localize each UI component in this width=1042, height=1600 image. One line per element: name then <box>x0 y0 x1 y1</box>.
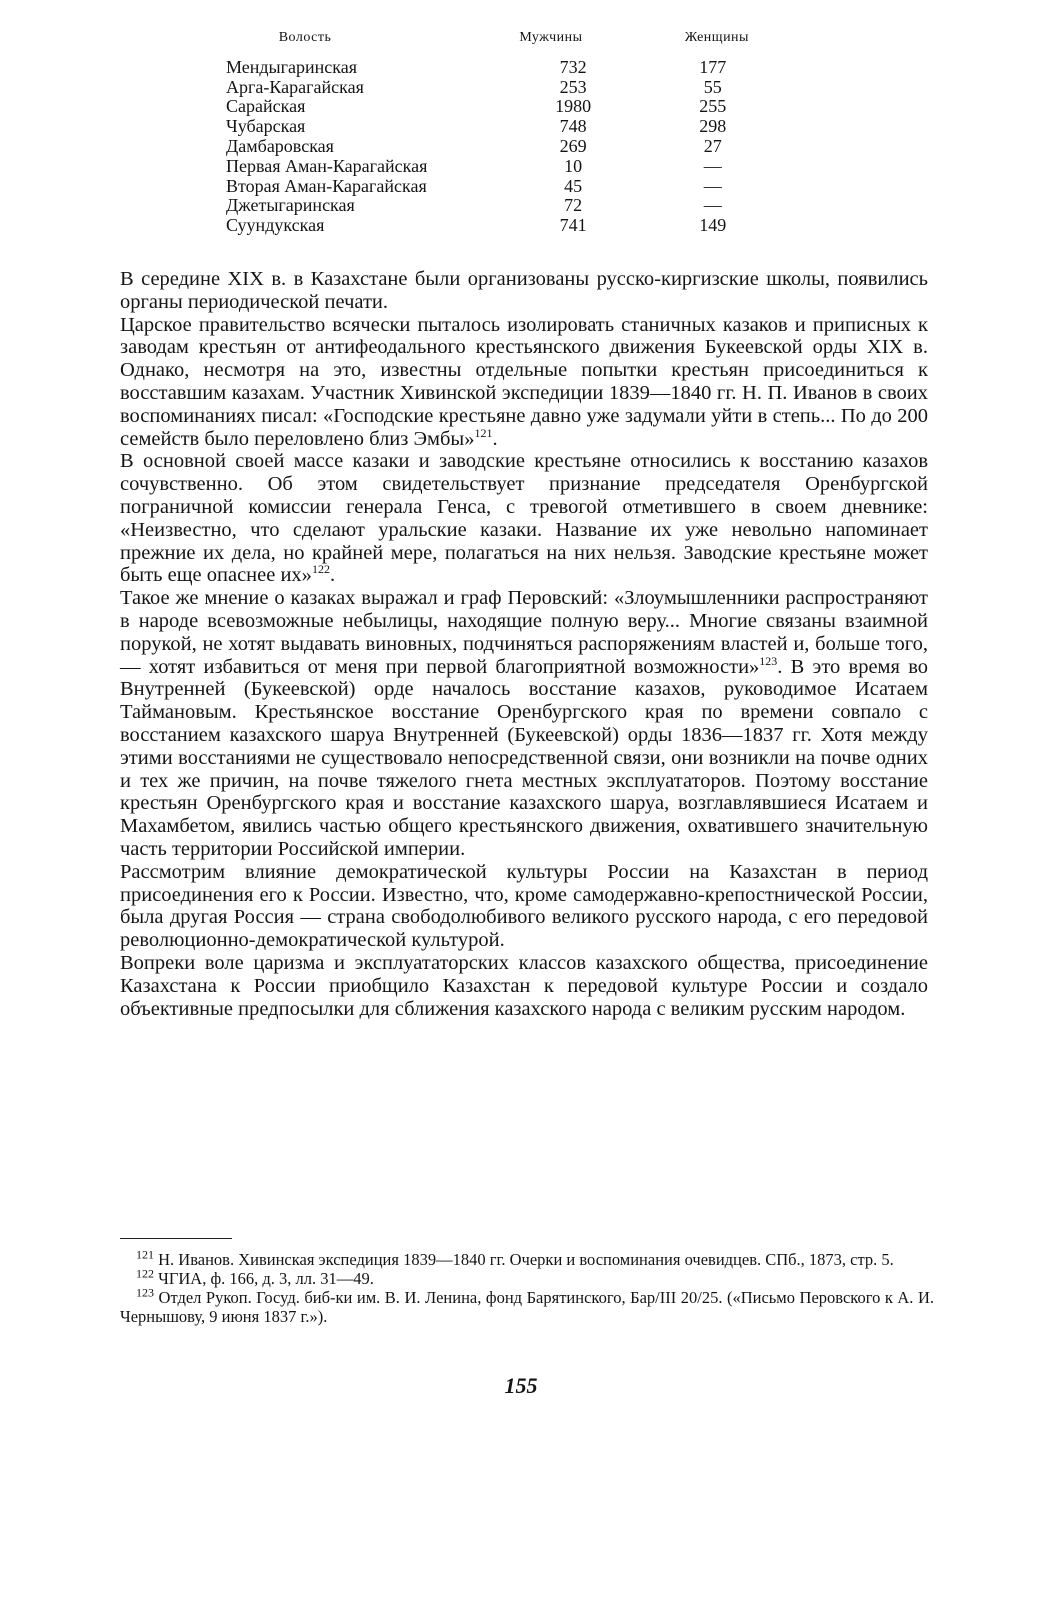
women-count: 149 <box>699 215 727 236</box>
men-count: 1980 <box>555 96 592 117</box>
header-women: Женщины <box>684 30 749 45</box>
table-row <box>226 117 766 137</box>
table-row <box>226 78 766 98</box>
women-count: 298 <box>699 116 727 137</box>
volost-name: Дамбаровская <box>226 135 334 156</box>
men-count: 253 <box>559 76 587 97</box>
men-count: 45 <box>564 175 583 196</box>
table-row <box>226 177 766 197</box>
women-count: 27 <box>703 135 722 156</box>
women-count: 177 <box>699 56 727 77</box>
footnote: $^{123}$ Отдел Рукоп. Госуд. биб-ки им. В. И. Ленина, фонд Барятинского, Бар/III 20/25. («Письмо Перовского к А. И. Чернышову, 9 июня 1837 г.»). <box>120 1285 935 1326</box>
footnotes <box>120 1247 935 1326</box>
women-count: — <box>703 195 722 216</box>
men-count: 741 <box>559 215 587 236</box>
header-volost: Волость <box>278 30 332 45</box>
paragraph: Вопреки воле царизма и эксплуататорских классов казахского общества, присоединение Казахстана к России приобщило Казахстан к передовой культуре России и создало объективные предпосылки для сближения казахского народа с великим русским народом. <box>120 951 928 1020</box>
table-row <box>226 196 766 216</box>
volost-name: Джетыгаринская <box>226 195 355 216</box>
footnote-ref: 122 <box>311 562 330 577</box>
paragraph: В основной своей массе казаки и заводские крестьяне относились к восстанию казахов сочувственно. Об этом свидетельствует признание председателя Оренбургской пограничной комиссии генерала Генса, с тревогой отметившего в своем дневнике: «Неизвестно, что сделают уральские казаки. Название их уже невольно напоминает прежние их дела, но крайней мере, полагаться на них нельзя. Заводские крестьяне может быть еще опаснее их»$^{122}$. <box>120 450 928 587</box>
volost-name: Мендыгаринская <box>226 56 358 77</box>
table-row <box>226 216 766 236</box>
main-text <box>120 268 928 1020</box>
footnote: $^{121}$ Н. Иванов. Хивинская экспедиция 1839—1840 гг. Очерки и воспоминания очевидцев. СПб., 1873, стр. 5. <box>136 1247 894 1269</box>
men-count: 748 <box>559 116 587 137</box>
men-count: 72 <box>564 195 583 216</box>
footnote: $^{122}$ ЧГИА, ф. 166, д. 3, лл. 31—49. <box>136 1266 374 1288</box>
women-count: 255 <box>699 96 727 117</box>
volost-name: Вторая Аман-Карагайская <box>226 175 427 196</box>
paragraph: В середине XIX в. в Казахстане были организованы русско-киргизские школы, появились органы периодической печати. <box>120 268 928 313</box>
women-count: — <box>703 175 722 196</box>
men-count: 269 <box>559 135 587 156</box>
paragraph: Такое же мнение о казаках выражал и граф Перовский: «Злоумышленники распространяют в народе всевозможные небылицы, находящие полную веру... Многие связаны взаимной порукой, не хотят выдавать виновных, подчиняться распоряжениям властей и, больше того,— хотят избавиться от меня при первой благоприятной возможности»$^{123}$. В это время во Внутренней (Букеевской) орде началось восстание казахов, руководимое Исатаем Таймановым. Крестьянское восстание Оренбургского края по времени совпало с восстанием казахского шаруа Внутренней (Букеевской) орды 1836—1837 гг. Хотя между этими восстаниями не существовало непосредственной связи, они возникли на почве одних и тех же причин, на почве тяжелого гнета местных эксплуататоров. Поэтому восстание крестьян Оренбургского края и восстание казахского шаруа, возглавлявшиеся Исатаем и Махамбетом, явились частью общего крестьянского движения, охватившего значительную часть территории Российской империи. <box>120 587 928 860</box>
table-row <box>226 157 766 177</box>
paragraph: Царское правительство всячески пыталось изолировать станичных казаков и приписных к заводам крестьян от антифеодального крестьянского движения Букеевской орды XIX в. Однако, несмотря на это, известны отдельные попытки крестьян присоединиться к восставшим казахам. Участник Хивинской экспедиции 1839—1840 гг. Н. П. Иванов в своих воспоминаниях писал: «Господские крестьяне давно уже задумали уйти в степь... По до 200 семейств было переловлено близ Эмбы»$^{121}$. <box>120 313 928 450</box>
table-row <box>226 137 766 157</box>
women-count: 55 <box>703 76 722 97</box>
table-row <box>226 97 766 117</box>
volost-name: Суундукская <box>226 215 325 236</box>
table-header <box>226 28 766 48</box>
page-number: 155 <box>504 1373 538 1398</box>
paragraph: Рассмотрим влияние демократической культуры России на Казахстан в период присоединения его к России. Известно, что, кроме самодержавно-крепостнической России, была другая Россия — страна свободолюбивого великого русского народа, с его передовой революционно-демократической культурой. <box>120 860 928 952</box>
population-table <box>226 28 766 236</box>
volost-name: Арга-Карагайская <box>226 76 364 97</box>
volost-name: Первая Аман-Карагайская <box>226 155 428 176</box>
header-men: Мужчины <box>519 30 583 45</box>
men-count: 10 <box>564 155 583 176</box>
women-count: — <box>703 155 722 176</box>
footnote-divider <box>120 1238 232 1239</box>
men-count: 732 <box>559 56 587 77</box>
volost-name: Чубарская <box>226 116 306 137</box>
footnote-ref: 121 <box>474 425 493 440</box>
table-row <box>226 58 766 78</box>
volost-name: Сарайская <box>226 96 306 117</box>
footnote-ref: 123 <box>759 653 778 668</box>
